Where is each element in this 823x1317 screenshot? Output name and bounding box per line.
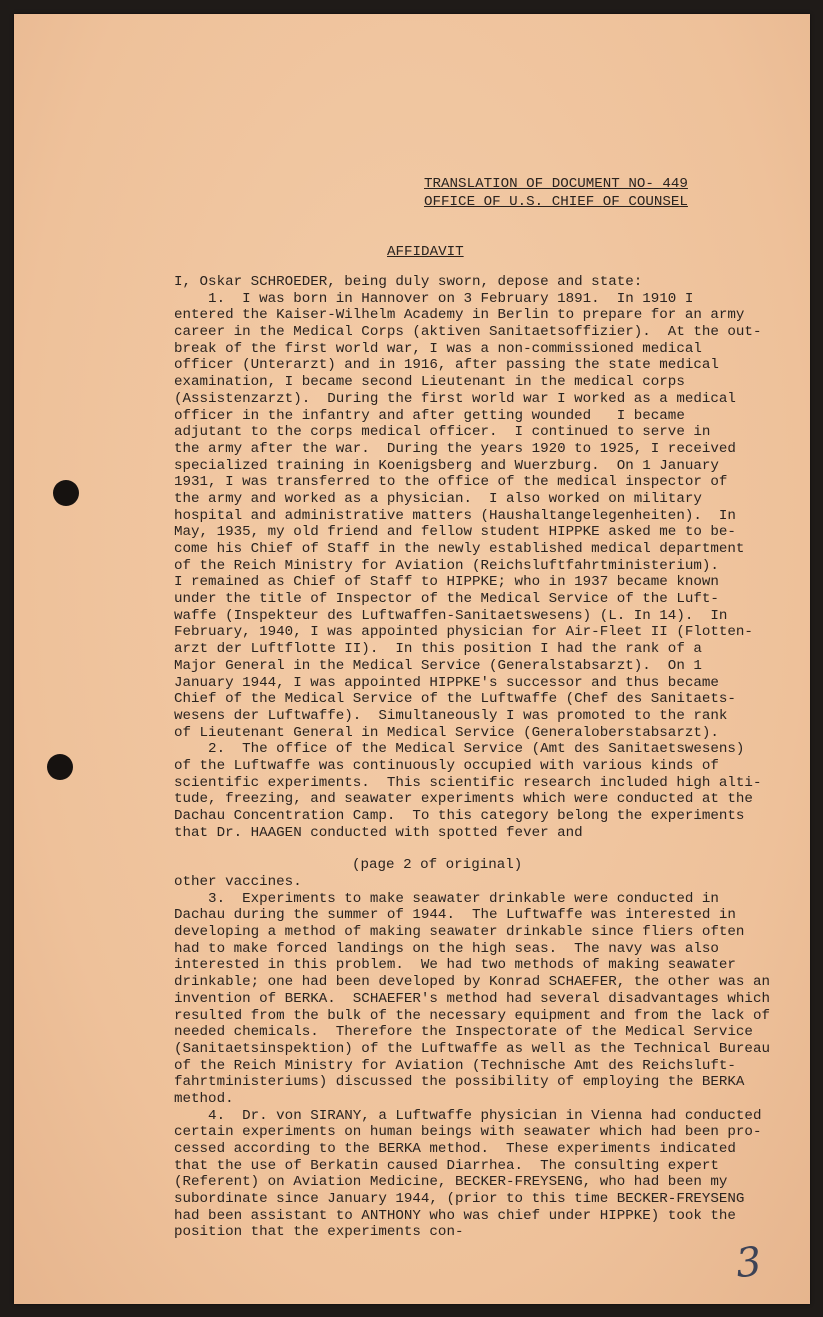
punch-hole — [53, 480, 79, 506]
text-line: 1. I was born in Hannover on 3 February 1891. In 1910 I — [174, 290, 694, 307]
text-line: 2. The office of the Medical Service (Amt des Sanitaetswesens) — [174, 741, 745, 758]
text-line: cessed according to the BERKA method. These experiments indicated — [174, 1141, 736, 1157]
document-title: AFFIDAVIT — [387, 244, 464, 260]
text-line: certain experiments on human beings with seawater which had been pro- — [174, 1124, 762, 1141]
text-line: Major General in the Medical Service (Generalstabsarzt). On 1 — [174, 657, 702, 674]
text-line: February, 1940, I was appointed physician for Air-Fleet II (Flotten- — [174, 624, 753, 641]
page2-body — [174, 874, 770, 1241]
text-line: invention of BERKA. SCHAEFER's method had several disadvantages which — [174, 990, 770, 1007]
text-line: wesens der Luftwaffe). Simultaneously I was promoted to the rank — [174, 707, 728, 724]
text-line: specialized training in Koenigsberg and Wuerzburg. On 1 January — [174, 457, 719, 474]
text-line: examination, I became second Lieutenant in the medical corps — [174, 374, 685, 391]
text-line: Dachau Concentration Camp. To this category belong the experiments — [174, 808, 745, 824]
header-translation-line: TRANSLATION OF DOCUMENT NO- 449 — [424, 176, 688, 192]
punch-hole — [47, 754, 73, 780]
text-line: had been assistant to ANTHONY who was chief under HIPPKE) took the — [174, 1207, 736, 1224]
text-line: under the title of Inspector of the Medical Service of the Luft- — [174, 591, 719, 608]
text-line: method. — [174, 1090, 234, 1107]
text-line: scientific experiments. This scientific research included high alti- — [174, 774, 762, 791]
handwritten-page-number: 3 — [733, 1238, 764, 1288]
text-line: 4. Dr. von SIRANY, a Luftwaffe physician in Vienna had conducted — [174, 1107, 762, 1124]
text-line: officer (Unterarzt) and in 1916, after passing the state medical — [174, 357, 719, 374]
text-line: the army and worked as a physician. I also worked on military — [174, 490, 702, 507]
text-line: had to make forced landings on the high seas. The navy was also — [174, 940, 719, 957]
text-line: needed chemicals. Therefore the Inspectorate of the Medical Service — [174, 1024, 753, 1041]
text-line: 3. Experiments to make seawater drinkable were conducted in — [174, 890, 719, 907]
text-line: (Sanitaetsinspektion) of the Luftwaffe as well as the Technical Bureau — [174, 1040, 770, 1057]
text-line: come his Chief of Staff in the newly established medical department — [174, 541, 745, 557]
text-line: waffe (Inspekteur des Luftwaffen-Sanitaetswesens) (L. In 14). In — [174, 607, 728, 624]
text-line: hospital and administrative matters (Haushaltangelegenheiten). In — [174, 507, 736, 524]
text-line: career in the Medical Corps (aktiven Sanitaetsoffizier). At the out- — [174, 324, 762, 341]
text-line: arzt der Luftflotte II). In this position I had the rank of a — [174, 641, 702, 658]
text-line: January 1944, I was appointed HIPPKE's successor and thus became — [174, 674, 719, 691]
text-line: developing a method of making seawater drinkable since fliers often — [174, 924, 745, 941]
text-line: the army after the war. During the years 1920 to 1925, I received — [174, 440, 736, 457]
text-line: Dachau during the summer of 1944. The Luftwaffe was interested in — [174, 907, 736, 924]
text-line: of the Reich Ministry for Aviation (Reichsluftfahrtministerium). — [174, 557, 719, 574]
page1-body — [174, 274, 761, 841]
text-line: I remained as Chief of Staff to HIPPKE; who in 1937 became known — [174, 574, 719, 591]
text-line: (Referent) on Aviation Medicine, BECKER-FREYSENG, who had been my — [174, 1174, 728, 1191]
text-line: May, 1935, my old friend and fellow student HIPPKE asked me to be- — [174, 524, 736, 541]
text-line: resulted from the bulk of the necessary equipment and from the lack of — [174, 1007, 770, 1024]
text-line: of the Luftwaffe was continuously occupied with various kinds of — [174, 757, 719, 774]
text-line: entered the Kaiser-Wilhelm Academy in Berlin to prepare for an army — [174, 307, 745, 324]
text-line: position that the experiments con- — [174, 1224, 464, 1241]
text-line: (Assistenzarzt). During the first world war I worked as a medical — [174, 390, 736, 407]
header-office-line: OFFICE OF U.S. CHIEF OF COUNSEL — [424, 194, 688, 210]
text-line: that the use of Berkatin caused Diarrhea. The consulting expert — [174, 1157, 719, 1174]
text-line: tude, freezing, and seawater experiments which were conducted at the — [174, 791, 753, 808]
text-line: officer in the infantry and after getting wounded I became — [174, 407, 685, 424]
text-line: fahrtministeriums) discussed the possibility of employing the BERKA — [174, 1074, 745, 1091]
text-line: of the Reich Ministry for Aviation (Technische Amt des Reichsluft- — [174, 1057, 736, 1074]
text-line: that Dr. HAAGEN conducted with spotted fever and — [174, 824, 583, 841]
text-line: break of the first world war, I was a non-commissioned medical — [174, 340, 702, 357]
text-line: subordinate since January 1944, (prior to this time BECKER-FREYSENG — [174, 1191, 745, 1208]
text-line: adjutant to the corps medical officer. I continued to serve in — [174, 424, 711, 441]
text-line: interested in this problem. We had two methods of making seawater — [174, 957, 736, 974]
text-line: drinkable; one had been developed by Konrad SCHAEFER, the other was an — [174, 974, 770, 991]
text-line: 1931, I was transferred to the office of the medical inspector of — [174, 474, 728, 491]
text-line: of Lieutenant General in Medical Service (Generaloberstabsarzt). — [174, 724, 719, 741]
text-line: I, Oskar SCHROEDER, being duly sworn, depose and state: — [174, 274, 643, 290]
page-break-note: (page 2 of original) — [352, 857, 523, 873]
text-line: Chief of the Medical Service of the Luftwaffe (Chef des Sanitaets- — [174, 691, 736, 708]
text-line: other vaccines. — [174, 874, 302, 890]
